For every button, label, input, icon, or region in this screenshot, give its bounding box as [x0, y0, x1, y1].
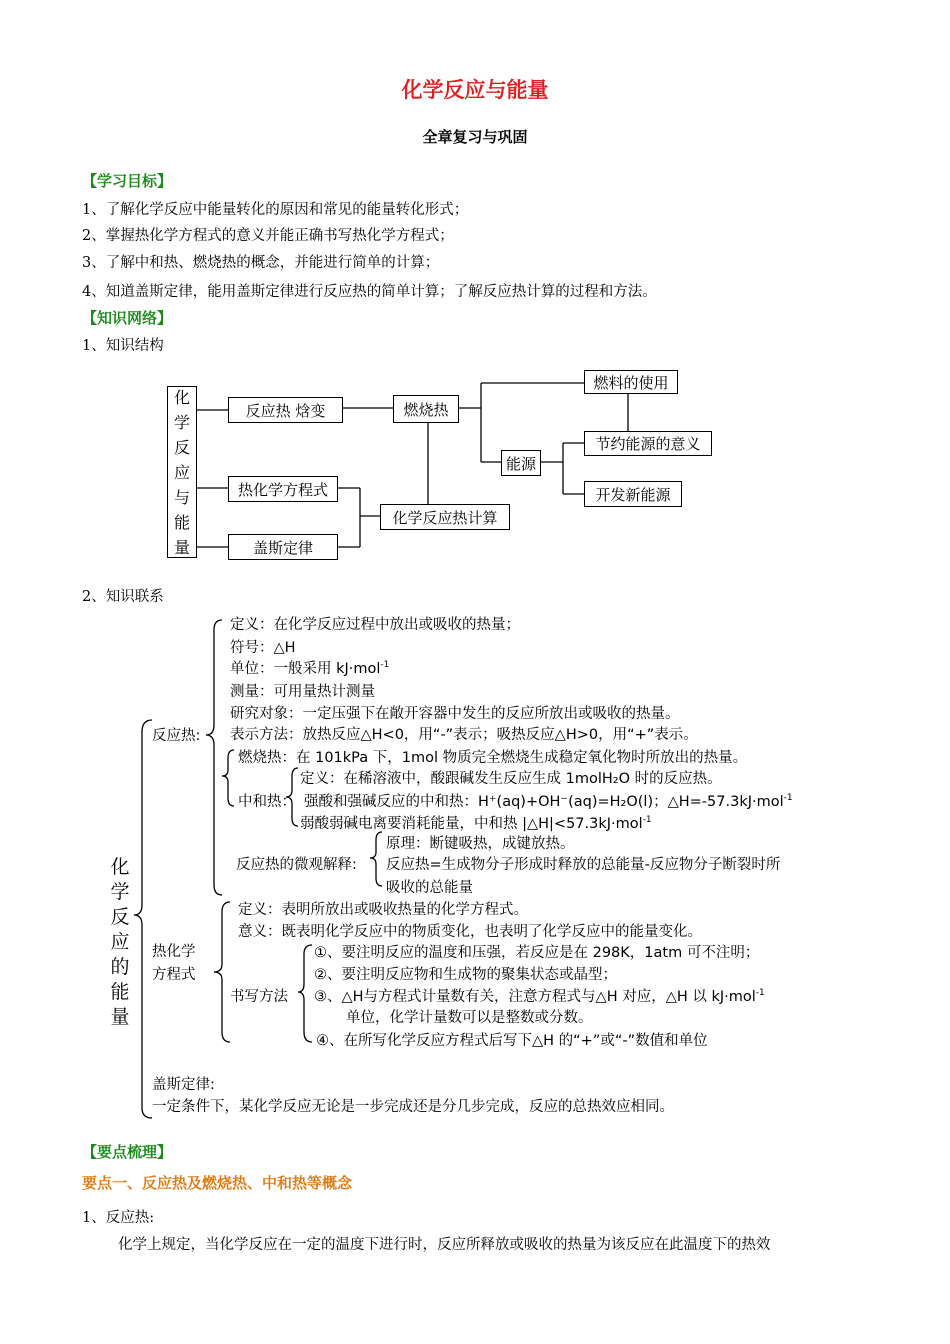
- goal-item: 1、了解化学反应中能量转化的原因和常见的能量转化形式；: [82, 202, 469, 218]
- relation-label: 2、知识联系: [82, 589, 164, 605]
- zhonghe-strong-sup: -1: [783, 793, 793, 804]
- rehuaxue-label-2: 方程式: [152, 967, 196, 983]
- root-char: 能: [173, 512, 190, 532]
- relation-object: 研究对象：一定压强下在敞开容器中发生的反应所放出或吸收的热量。: [230, 706, 680, 722]
- paragraph: 化学上规定，当化学反应在一定的温度下进行时，反应所释放或吸收的热量为该反应在此温度下的热效: [118, 1237, 771, 1253]
- relation-measure: 测量：可用量热计测量: [230, 684, 375, 700]
- write-4: ④、在所写化学反应方程式后写下△H 的“+”或“-”数值和单位: [316, 1033, 708, 1049]
- zhonghe-def: 定义：在稀溶液中，酸跟碱发生反应生成 1molH₂O 时的反应热。: [300, 771, 722, 787]
- unit-sup: -1: [380, 660, 390, 671]
- node-fanyingre: 反应热 焓变: [228, 397, 343, 423]
- node-jieyue: 节约能源的意义: [584, 431, 712, 456]
- root-char: 量: [110, 1006, 130, 1028]
- relation-ranshao: 燃烧热：在 101kPa 下，1mol 物质完全燃烧生成稳定氧化物时所放出的热量。: [238, 750, 748, 766]
- network-heading: 【知识网络】: [82, 309, 173, 327]
- rehuaxue-label-1: 热化学: [152, 944, 196, 960]
- zhonghe-strong-text: 强酸和强碱反应的中和热：H⁺(aq)+OH⁻(aq)=H₂O(l)；△H=-57.3kJ·mol: [304, 794, 784, 810]
- write-2: ②、要注明反应物和生成物的聚集状态或晶型；: [314, 967, 617, 983]
- root-char: 应: [110, 931, 130, 953]
- root-char: 学: [110, 881, 130, 903]
- root-char: 与: [173, 487, 190, 507]
- node-ranshaore: 燃烧热: [393, 395, 459, 423]
- zhonghe-weak-sup: -1: [642, 815, 652, 826]
- relation-root: [108, 855, 132, 1030]
- sub-heading-1: 1、反应热:: [82, 1210, 155, 1226]
- structure-label: 1、知识结构: [82, 338, 164, 354]
- root-char: 能: [110, 981, 130, 1003]
- root-char: 的: [110, 956, 130, 978]
- root-char: 应: [173, 462, 190, 482]
- eq-mean: 意义：既表明化学反应中的物质变化，也表明了化学反应中的能量变化。: [238, 924, 702, 940]
- micro-3: 吸收的总能量: [386, 880, 473, 896]
- write-3-text: ③、△H与方程式计量数有关，注意方程式与△H 对应，△H 以 kJ·mol: [314, 989, 756, 1005]
- gaisi-2: 一定条件下，某化学反应无论是一步完成还是分几步完成，反应的总热效应相同。: [152, 1099, 674, 1115]
- node-gaisi: 盖斯定律: [228, 534, 338, 560]
- zhonghe-weak: [300, 812, 652, 833]
- page-subtitle: 全章复习与巩固: [422, 128, 528, 146]
- zhonghe-strong: [304, 790, 793, 811]
- write-label: 书写方法: [230, 989, 288, 1005]
- write-3b: 单位，化学计量数可以是整数或分数。: [346, 1010, 593, 1026]
- goal-item: 3、了解中和热、燃烧热的概念，并能进行简单的计算；: [82, 255, 440, 271]
- root-char: 学: [173, 412, 190, 432]
- write-3: [314, 985, 765, 1006]
- eq-def: 定义：表明所放出或吸收热量的化学方程式。: [238, 902, 528, 918]
- node-nengyuan: 能源: [501, 450, 541, 476]
- unit-text: 单位：一般采用 kJ·mol: [230, 661, 381, 677]
- node-kaifa: 开发新能源: [584, 481, 682, 507]
- root-char: 量: [173, 537, 190, 557]
- write-1: ①、要注明反应的温度和压强，若反应是在 298K，1atm 可不注明；: [314, 945, 760, 961]
- fanyingre-label: 反应热:: [152, 728, 201, 744]
- node-rehuaxue: 热化学方程式: [228, 476, 338, 502]
- root-char: 化: [173, 387, 190, 407]
- goal-item: 4、知道盖斯定律，能用盖斯定律进行反应热的简单计算；了解反应热计算的过程和方法。: [82, 284, 657, 300]
- micro-2: 反应热=生成物分子形成时释放的总能量-反应物分子断裂时所: [386, 857, 781, 873]
- goals-heading: 【学习目标】: [82, 172, 173, 190]
- zhonghe-label: 中和热：: [238, 794, 296, 810]
- relation-unit: [230, 657, 389, 678]
- keypoints-heading: 【要点梳理】: [82, 1143, 173, 1161]
- page-title: 化学反应与能量: [401, 78, 549, 102]
- root-char: 反: [173, 437, 190, 457]
- root-char: 化: [110, 856, 130, 878]
- keypoint-1: 要点一、反应热及燃烧热、中和热等概念: [82, 1174, 353, 1192]
- zhonghe-weak-text: 弱酸弱碱电离要消耗能量，中和热 |△H|<57.3kJ·mol: [300, 816, 643, 832]
- micro-label: 反应热的微观解释:: [236, 857, 357, 873]
- relation-def: 定义：在化学反应过程中放出或吸收的热量；: [230, 617, 520, 633]
- root-char: 反: [110, 906, 130, 928]
- relation-notation: 表示方法：放热反应△H<0，用“-”表示；吸热反应△H>0，用“+”表示。: [230, 727, 698, 743]
- node-jisuan: 化学反应热计算: [380, 504, 510, 530]
- relation-symbol: 符号：△H: [230, 640, 296, 656]
- micro-1: 原理：断键吸热，成键放热。: [386, 836, 575, 852]
- gaisi-1: 盖斯定律:: [152, 1077, 215, 1093]
- write-3-sup: -1: [755, 988, 765, 999]
- goal-item: 2、掌握热化学方程式的意义并能正确书写热化学方程式；: [82, 228, 454, 244]
- node-ranliao: 燃料的使用: [584, 370, 678, 394]
